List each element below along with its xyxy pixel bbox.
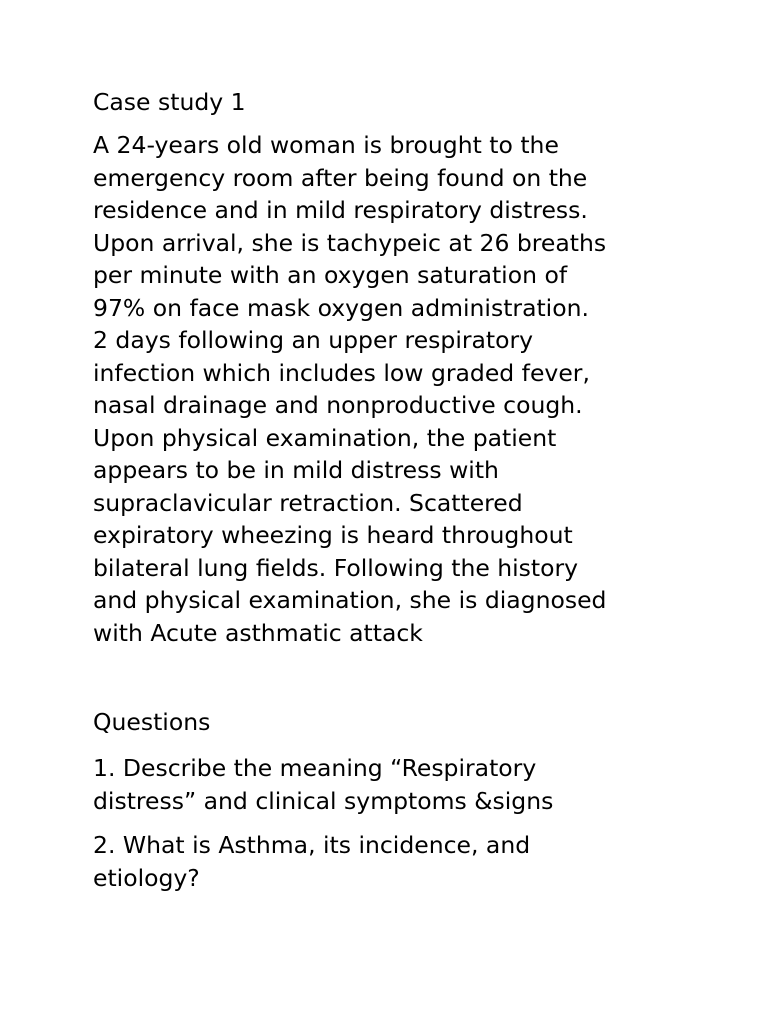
questions-heading: Questions xyxy=(93,708,211,736)
case-study-title: Case study 1 xyxy=(93,88,246,116)
case-description-paragraph: A 24-years old woman is brought to the emergency room after being found on the residence and in mild respiratory distress. Upon arrival, she is tachypeic at 26 breaths per minute with an oxygen saturation of 97% on face mask oxygen administration. 2 days following an upper respiratory infection which includes low graded fever, nasal drainage and nonproductive cough. Upon physical examination, the patient appears to be in mild distress with supraclavicular retraction. Scattered expiratory wheezing is heard throughout bilateral lung fields. Following the history and physical examination, she is diagnosed with Acute asthmatic attack xyxy=(93,131,607,647)
question-1: 1. Describe the meaning “Respiratory distress” and clinical symptoms &signs xyxy=(93,754,554,815)
question-2: 2. What is Asthma, its incidence, and etiology? xyxy=(93,831,531,892)
